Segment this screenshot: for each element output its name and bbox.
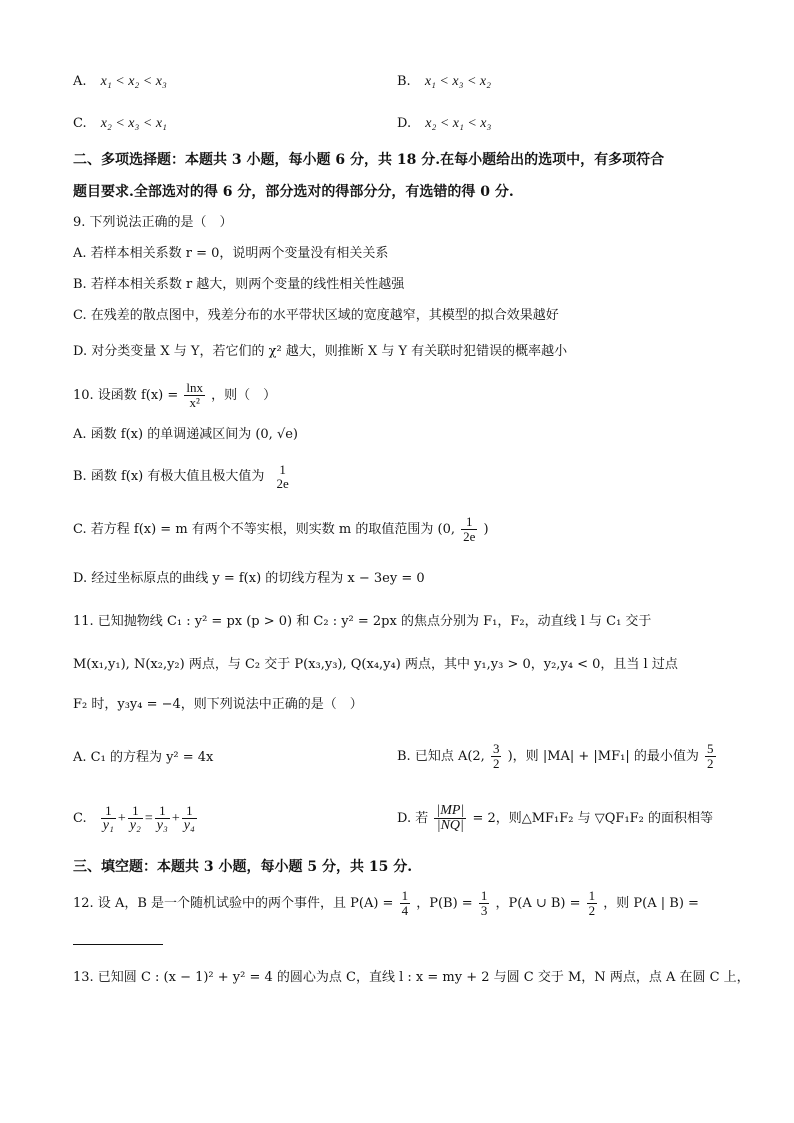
q12-pu-fraction — [587, 889, 598, 918]
q11-d-fraction — [434, 804, 466, 833]
q11-b-fraction-2 — [705, 742, 716, 771]
fraction-denominator: y₄ — [183, 818, 195, 833]
q10-stem — [73, 381, 276, 411]
q11-c-frac-1 — [101, 804, 116, 833]
fraction-numerator: 1 — [155, 804, 170, 819]
fraction-numerator: 1 — [480, 888, 488, 903]
q12-text: 12. 设 A，B 是一个随机试验中的两个事件，且 P(A) = — [73, 896, 394, 911]
option-expr: x₂ < x₃ < x₁ — [100, 116, 167, 131]
q10-option-d: D. 经过坐标原点的曲线 y = f(x) 的切线方程为 x − 3ey = 0 — [73, 571, 425, 586]
q10-stem-tail: ，则（ ） — [211, 388, 277, 403]
fraction-numerator: 1 — [461, 515, 477, 530]
q11-option-a: A. C₁ 的方程为 y² = 4x — [73, 750, 214, 765]
q12-pa-fraction — [400, 889, 411, 918]
option-text: D. 若 — [397, 811, 429, 826]
q11-option-b — [397, 740, 718, 774]
fraction-denominator: 2 — [492, 756, 500, 771]
fraction-numerator: 1 — [182, 804, 197, 819]
q10-option-a: A. 函数 f(x) 的单调递减区间为 (0, √e) — [73, 427, 298, 442]
option-label: B. — [397, 74, 411, 89]
option-label: C. — [73, 116, 87, 131]
option-text: B. 函数 f(x) 有极大值且极大值为 — [73, 469, 265, 484]
q12-text-mid2: ，P(A ∪ B) = — [495, 896, 581, 911]
section2-heading-line1: 二、多项选择题：本题共 3 小题，每小题 6 分，共 18 分.在每小题给出的选项中，有多项符合 — [73, 152, 665, 168]
fraction-denominator: |NQ| — [436, 818, 464, 833]
q12-pb-fraction — [479, 889, 490, 918]
q8-option-c — [73, 114, 167, 134]
option-expr: x₂ < x₁ < x₃ — [425, 116, 492, 131]
fraction-denominator: y₁ — [102, 818, 114, 833]
q11-stem-line1: 11. 已知抛物线 C₁ : y² = px (p > 0) 和 C₂ : y² = 2px 的焦点分别为 F₁，F₂，动直线 l 与 C₁ 交于 — [73, 614, 652, 629]
q9-option-b: B. 若样本相关系数 r 越大，则两个变量的线性相关性越强 — [73, 277, 405, 292]
q11-stem-line2: M(x₁,y₁), N(x₂,y₂) 两点，与 C₂ 交于 P(x₃,y₃), Q(x₄,y₄) 两点，其中 y₁,y₃ > 0，y₂,y₄ < 0，且当 l 过点 — [73, 657, 678, 672]
q8-option-a — [73, 72, 167, 92]
q9-option-d: D. 对分类变量 X 与 Y，若它们的 χ² 越大，则推断 X 与 Y 有关联时犯错误的概率越小 — [73, 344, 568, 359]
q13-stem-line1: 13. 已知圆 C : (x − 1)² + y² = 4 的圆心为点 C，直线 l : x = my + 2 与圆 C 交于 M，N 两点，点 A 在圆 C 上， — [73, 970, 750, 985]
plus-sign: + — [171, 811, 180, 826]
fraction-denominator: 2e — [463, 529, 476, 544]
q10-stem-text: 10. 设函数 f(x) = — [73, 388, 179, 403]
q12-text-mid1: ，P(B) = — [416, 896, 473, 911]
option-text: B. 已知点 A(2, — [397, 749, 485, 764]
equals-sign: = — [144, 811, 153, 826]
option-tail: = 2，则△MF₁F₂ 与 ▽QF₁F₂ 的面积相等 — [472, 811, 714, 826]
fraction-denominator: 3 — [480, 903, 488, 918]
q10-b-fraction — [275, 463, 291, 491]
fraction-numerator: 1 — [101, 804, 116, 819]
q10-option-c — [73, 513, 489, 547]
fraction-denominator: x² — [189, 395, 200, 410]
q9-option-a: A. 若样本相关系数 r = 0，说明两个变量没有相关关系 — [73, 246, 389, 261]
q11-c-frac-2 — [128, 804, 143, 833]
q11-c-frac-4 — [182, 804, 197, 833]
fraction-denominator: 2 — [588, 903, 596, 918]
q8-option-d — [397, 114, 491, 134]
option-label: A. — [73, 74, 87, 89]
fraction-denominator: y₂ — [129, 818, 141, 833]
q12-answer-blank[interactable] — [73, 944, 163, 945]
q12-stem — [73, 887, 699, 921]
q8-option-b — [397, 72, 491, 92]
option-text: C. 若方程 f(x) = m 有两个不等实根，则实数 m 的取值范围为 (0, — [73, 522, 455, 537]
fraction-numerator: 5 — [707, 741, 714, 756]
q9-stem: 9. 下列说法正确的是（ ） — [73, 215, 233, 230]
fraction-numerator: lnx — [186, 380, 204, 395]
section2-heading-line2: 题目要求.全部选对的得 6 分，部分选对的得部分分，有选错的得 0 分. — [73, 184, 514, 200]
q11-option-c — [73, 802, 199, 836]
option-label: C. — [73, 811, 87, 826]
q10-c-fraction — [461, 515, 477, 544]
q11-stem-line3: F₂ 时，y₃y₄ = −4，则下列说法中正确的是（ ） — [73, 697, 363, 712]
option-text-mid: )，则 |MA| + |MF₁| 的最小值为 — [507, 749, 699, 764]
option-tail: ) — [483, 522, 489, 537]
q12-text-tail: ，则 P(A | B) = — [603, 896, 699, 911]
fraction-denominator: 2 — [707, 756, 714, 771]
q10-fraction — [184, 381, 205, 410]
fraction-numerator: 1 — [279, 461, 286, 477]
q10-option-b — [73, 462, 293, 492]
q11-b-fraction-1 — [491, 742, 502, 771]
section3-heading: 三、填空题：本题共 3 小题，每小题 5 分，共 15 分. — [73, 859, 413, 875]
fraction-denominator: 4 — [401, 903, 409, 918]
fraction-denominator: 2e — [276, 475, 289, 491]
fraction-numerator: 1 — [401, 888, 409, 903]
fraction-denominator: y₃ — [156, 818, 168, 833]
fraction-numerator: 1 — [588, 888, 596, 903]
option-expr: x₁ < x₃ < x₂ — [424, 74, 491, 89]
option-label: D. — [397, 116, 412, 131]
q11-c-frac-3 — [155, 804, 170, 833]
q11-option-d — [397, 802, 713, 836]
option-expr: x₁ < x₂ < x₃ — [100, 74, 167, 89]
fraction-numerator: 1 — [128, 804, 143, 819]
fraction-numerator: 3 — [492, 741, 500, 756]
plus-sign: + — [117, 811, 126, 826]
fraction-numerator: |MP| — [436, 803, 465, 818]
q9-option-c: C. 在残差的散点图中，残差分布的水平带状区域的宽度越窄，其模型的拟合效果越好 — [73, 308, 559, 323]
